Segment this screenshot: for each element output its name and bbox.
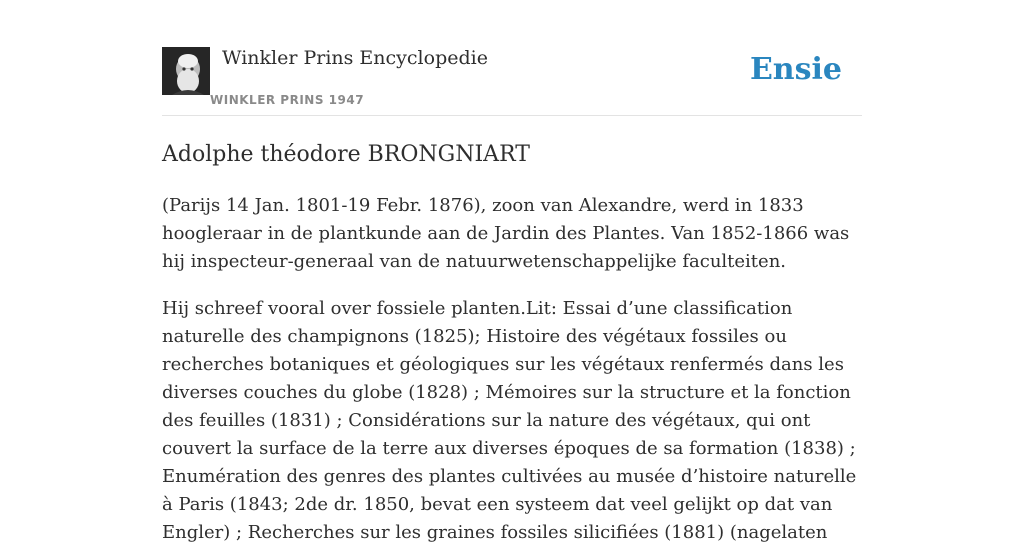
article xyxy=(162,140,862,547)
source-subtitle: WINKLER PRINS 1947 xyxy=(210,93,365,107)
source-title[interactable]: Winkler Prins Encyclopedie xyxy=(222,47,488,69)
article-paragraph: (Parijs 14 Jan. 1801-19 Febr. 1876), zoon van Alexandre, werd in 1833 hoogleraar in de plantkunde aan de Jardin des Plantes. Van 1852-1866 was hij inspecteur-generaal van de natuurwetenschappelijke faculteiten. xyxy=(162,195,850,272)
brand-logo[interactable]: Ensie xyxy=(749,52,842,87)
bearded-man-portrait-icon[interactable] xyxy=(162,47,210,95)
article-title: Adolphe théodore BRONGNIART xyxy=(162,142,530,167)
source-header xyxy=(162,46,862,116)
article-paragraph: Hij schreef vooral over fossiele planten.Lit: Essai d’une classification naturelle des champignons (1825); Histoire des végétaux fossiles ou recherches botaniques et géologiques sur les végétaux renfermés dans les diverses couches du globe (1828) ; Mémoires sur la structure et la fonction des feuilles (1831) ; Considérations sur la nature des végétaux, qui ont couvert la surface de la terre aux diverses époques de sa formation (1838) ; Enumération des genres des plantes cultivées au musée d’histoire naturelle à Paris (1843; 2de dr. 1850, bevat een systeem dat veel gelijkt op dat van Engler) ; Recherches sur les graines fossiles silicifiées (1881) (nagelaten xyxy=(162,298,857,543)
